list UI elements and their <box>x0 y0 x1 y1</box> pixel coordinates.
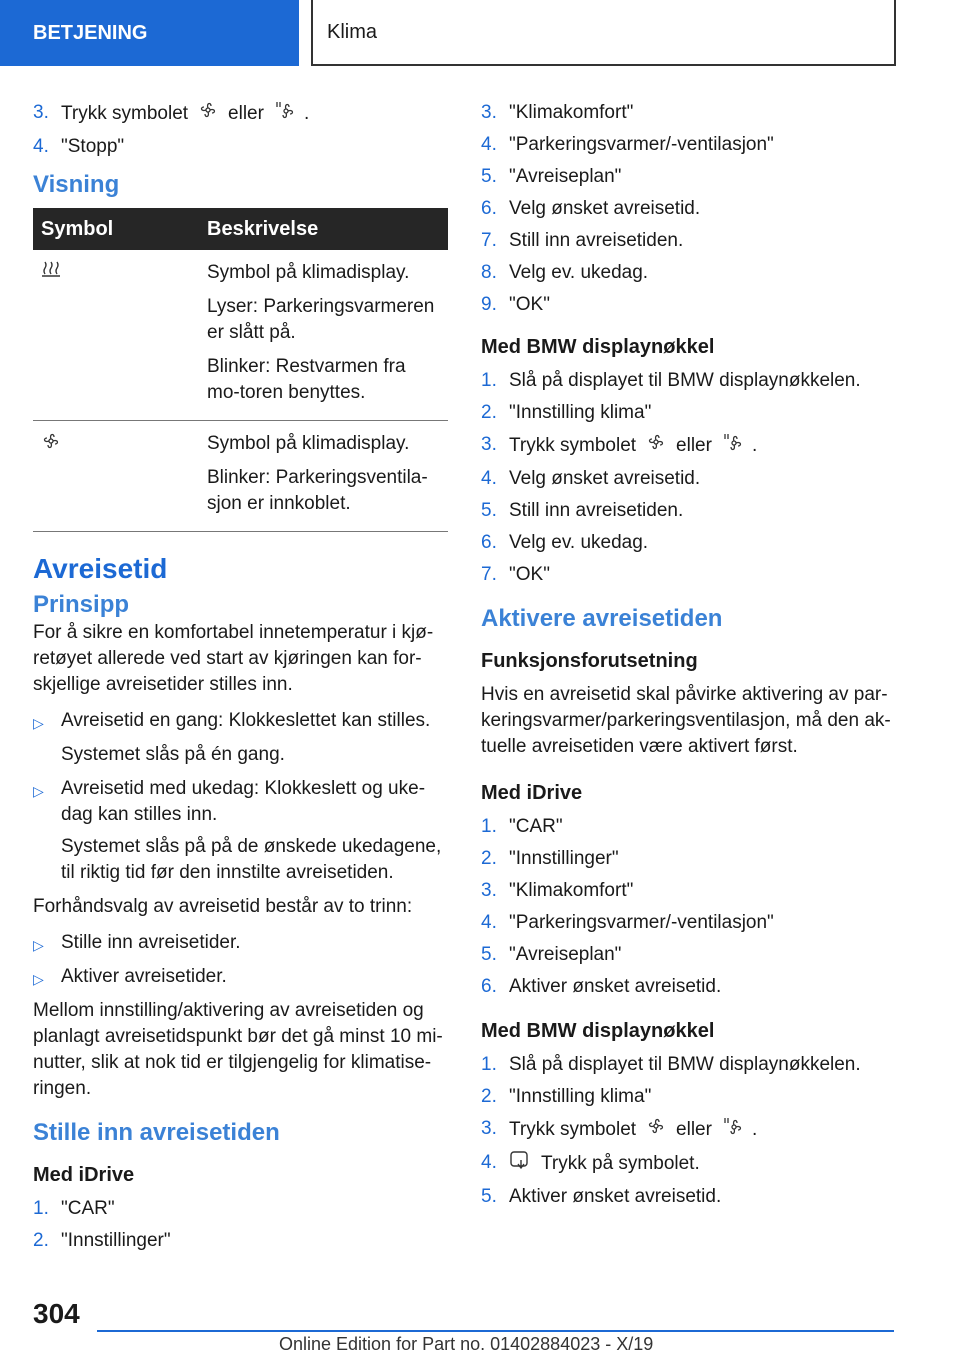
step-text: "Innstilling klima" <box>509 1086 652 1107</box>
right-column <box>481 100 896 1216</box>
forhand-text: Forhåndsvalg av avreisetid består av to trinn: <box>33 896 413 917</box>
list-item <box>481 974 896 1000</box>
idrive-heading: Med iDrive <box>481 782 583 804</box>
ventilation-fan-icon <box>646 432 666 460</box>
step-text-or: eller <box>676 1119 712 1141</box>
step-text-end: . <box>751 1119 758 1141</box>
list-item <box>481 562 896 588</box>
step-text: "Avreiseplan" <box>509 166 622 187</box>
steps-a <box>481 100 896 318</box>
step-text: "Klimakomfort" <box>509 880 634 901</box>
idrive-heading: Med iDrive <box>33 1164 135 1186</box>
list-item <box>481 878 896 904</box>
step-text: "Innstillinger" <box>509 848 619 869</box>
section-label: BETJENING <box>33 21 148 44</box>
step-number: 4. <box>481 134 497 155</box>
step-number: 2. <box>481 402 497 423</box>
step-text: "Parkeringsvarmer/-ventilasjon" <box>509 134 774 155</box>
step-number: 5. <box>481 944 497 965</box>
list-item <box>481 1116 896 1144</box>
step-text: Velg ønsket avreisetid. <box>509 468 701 489</box>
list-item <box>33 100 448 128</box>
step-number: 4. <box>481 468 497 489</box>
step-text-end: . <box>751 435 758 457</box>
aktivere-heading: Aktivere avreisetiden <box>481 605 723 632</box>
step-text: "Parkeringsvarmer/-ventilasjon" <box>509 912 774 933</box>
idrive-steps <box>481 814 896 1000</box>
ventilation-fan-icon <box>198 100 218 128</box>
bullet-text: Avreisetid med ukedag: Klokkeslett og uke-dag kan stilles inn. <box>61 778 426 825</box>
chapter-label: Klima <box>327 20 378 43</box>
list-item <box>481 400 896 426</box>
step-text: Still inn avreisetiden. <box>509 230 684 251</box>
step-number: 3. <box>33 102 49 123</box>
desc-line: Blinker: Parkeringsventila-sjon er innkoblet. <box>207 467 428 514</box>
step-number: 5. <box>481 500 497 521</box>
step-text: "OK" <box>509 294 550 315</box>
step-text: "Innstilling klima" <box>509 402 652 423</box>
list-item <box>33 1196 448 1222</box>
list-item <box>33 708 448 736</box>
idrive-steps <box>33 1196 448 1254</box>
step-text: Velg ev. ukedag. <box>509 532 649 553</box>
list-item <box>481 368 896 394</box>
page-number: 304 <box>33 1298 80 1329</box>
step-text: Aktiver ønsket avreisetid. <box>509 976 722 997</box>
visning-heading: Visning <box>33 171 120 198</box>
triangle-bullet-icon: ▷ <box>33 971 44 987</box>
list-item <box>33 964 448 992</box>
footer-divider <box>97 1330 894 1332</box>
list-item <box>481 814 896 840</box>
symbol-table <box>33 208 448 532</box>
bullet-subtext: Systemet slås på på de ønskede ukedagene, til riktig tid før den innstilte avreisetiden. <box>61 836 442 883</box>
step-text: "Stopp" <box>61 136 125 157</box>
triangle-bullet-icon: ▷ <box>33 715 44 731</box>
step-number: 6. <box>481 198 497 219</box>
list-item <box>481 942 896 968</box>
avreisetid-heading: Avreisetid <box>33 553 168 584</box>
table-row <box>33 250 448 421</box>
steps-top <box>33 100 448 160</box>
step-text: Trykk symbolet <box>509 1119 637 1141</box>
step-number: 5. <box>481 1186 497 1207</box>
table-row <box>33 421 448 532</box>
step-text: Velg ev. ukedag. <box>509 262 649 283</box>
step-number: 4. <box>33 136 49 157</box>
list-item <box>481 260 896 286</box>
list-item <box>481 466 896 492</box>
step-number: 3. <box>481 1118 497 1139</box>
left-column <box>33 100 448 1260</box>
step-number: 2. <box>481 848 497 869</box>
triangle-bullet-icon: ▷ <box>33 783 44 799</box>
list-item <box>481 530 896 556</box>
col-header-description: Beskrivelse <box>199 208 448 250</box>
list-item <box>33 776 448 828</box>
list-item <box>33 1228 448 1254</box>
list-item <box>481 1052 896 1078</box>
step-text: Velg ønsket avreisetid. <box>509 198 701 219</box>
desc-line: Symbol på klimadisplay. <box>207 262 410 283</box>
bullet-text: Aktiver avreisetider. <box>61 966 227 987</box>
step-number: 4. <box>481 1152 497 1173</box>
step-number: 6. <box>481 976 497 997</box>
step-text: "CAR" <box>61 1198 115 1219</box>
prinsipp-heading: Prinsipp <box>33 591 130 618</box>
step-number: 4. <box>481 912 497 933</box>
list-item <box>481 1150 896 1178</box>
list-item <box>481 498 896 524</box>
prinsipp-text: For å sikre en komfortabel innetemperatur i kjø-retøyet allerede ved start av kjøringen kan for-skjellige avreisetider stilles inn. <box>33 622 434 695</box>
col-header-symbol: Symbol <box>33 208 199 250</box>
step-text: "CAR" <box>509 816 563 837</box>
step-text-or: eller <box>228 103 264 125</box>
stille-heading: Stille inn avreisetiden <box>33 1119 280 1146</box>
step-number: 3. <box>481 102 497 123</box>
step-number: 1. <box>33 1198 49 1219</box>
step-text: Trykk på symbolet. <box>541 1153 700 1175</box>
chapter-header <box>311 0 896 66</box>
step-number: 3. <box>481 434 497 455</box>
step-text-or: eller <box>676 435 712 457</box>
step-number: 2. <box>33 1230 49 1251</box>
desc-line: Blinker: Restvarmen fra mo-toren benyttes. <box>207 356 406 403</box>
section-tab[interactable] <box>0 0 299 66</box>
list-item <box>481 1084 896 1110</box>
step-text: "Avreiseplan" <box>509 944 622 965</box>
list-item <box>481 100 896 126</box>
step-number: 8. <box>481 262 497 283</box>
parking-heater-fan-icon <box>722 432 742 460</box>
step-number: 3. <box>481 880 497 901</box>
step-text-end: . <box>303 103 310 125</box>
step-text: Trykk symbolet <box>61 103 189 125</box>
funk-heading: Funksjonsforutsetning <box>481 650 698 672</box>
step-number: 2. <box>481 1086 497 1107</box>
step-text: Trykk symbolet <box>509 435 637 457</box>
mellom-text: Mellom innstilling/aktivering av avreisetiden og planlagt avreisetidspunkt bør det gå minst 10 mi-nutter, slik at nok tid er tilgjengelig for klimatise-ringen. <box>33 1000 443 1099</box>
step-number: 1. <box>481 816 497 837</box>
step-number: 1. <box>481 370 497 391</box>
step-text: Slå på displayet til BMW displaynøkkelen. <box>509 370 861 391</box>
list-item <box>481 196 896 222</box>
list-item <box>481 132 896 158</box>
step-number: 5. <box>481 166 497 187</box>
list-item <box>481 164 896 190</box>
bullet-text: Stille inn avreisetider. <box>61 932 241 953</box>
funk-text: Hvis en avreisetid skal påvirke aktivering av par-keringsvarmer/parkeringsventilasjon, må den ak-tuelle avreisetiden være aktivert først. <box>481 684 891 757</box>
list-item <box>481 432 896 460</box>
key-steps-2 <box>481 1052 896 1210</box>
bmw-key-heading: Med BMW displaynøkkel <box>481 336 715 358</box>
list-item <box>481 910 896 936</box>
step-number: 7. <box>481 230 497 251</box>
footer-edition: Online Edition for Part no. 01402884023 - X/19 <box>279 1334 654 1354</box>
step-text: Still inn avreisetiden. <box>509 500 684 521</box>
desc-line: Lyser: Parkeringsvarmeren er slått på. <box>207 296 435 343</box>
list-item <box>481 846 896 872</box>
list-item <box>33 134 448 160</box>
key-steps-1 <box>481 368 896 588</box>
step-text: Slå på displayet til BMW displaynøkkelen. <box>509 1054 861 1075</box>
list-item <box>481 292 896 318</box>
parking-heater-fan-icon <box>722 1116 742 1144</box>
step-number: 7. <box>481 564 497 585</box>
ventilation-fan-icon <box>646 1116 666 1144</box>
parking-heater-icon <box>41 262 61 283</box>
touch-symbol-icon <box>509 1150 531 1178</box>
desc-line: Symbol på klimadisplay. <box>207 433 410 454</box>
bullet-list <box>33 708 448 886</box>
bmw-key-heading: Med BMW displaynøkkel <box>481 1020 715 1042</box>
bullet-subtext: Systemet slås på én gang. <box>61 744 285 765</box>
bullet-text: Avreisetid en gang: Klokkeslettet kan stilles. <box>61 710 431 731</box>
parking-heater-fan-icon <box>274 100 294 128</box>
step-text: "Innstillinger" <box>61 1230 171 1251</box>
ventilation-fan-icon <box>41 435 61 456</box>
triangle-bullet-icon: ▷ <box>33 937 44 953</box>
step-text: "Klimakomfort" <box>509 102 634 123</box>
step-text: Aktiver ønsket avreisetid. <box>509 1186 722 1207</box>
list-item <box>481 228 896 254</box>
step-number: 6. <box>481 532 497 553</box>
step-number: 9. <box>481 294 497 315</box>
list-item <box>481 1184 896 1210</box>
step-number: 1. <box>481 1054 497 1075</box>
list-item <box>33 930 448 958</box>
step-text: "OK" <box>509 564 550 585</box>
